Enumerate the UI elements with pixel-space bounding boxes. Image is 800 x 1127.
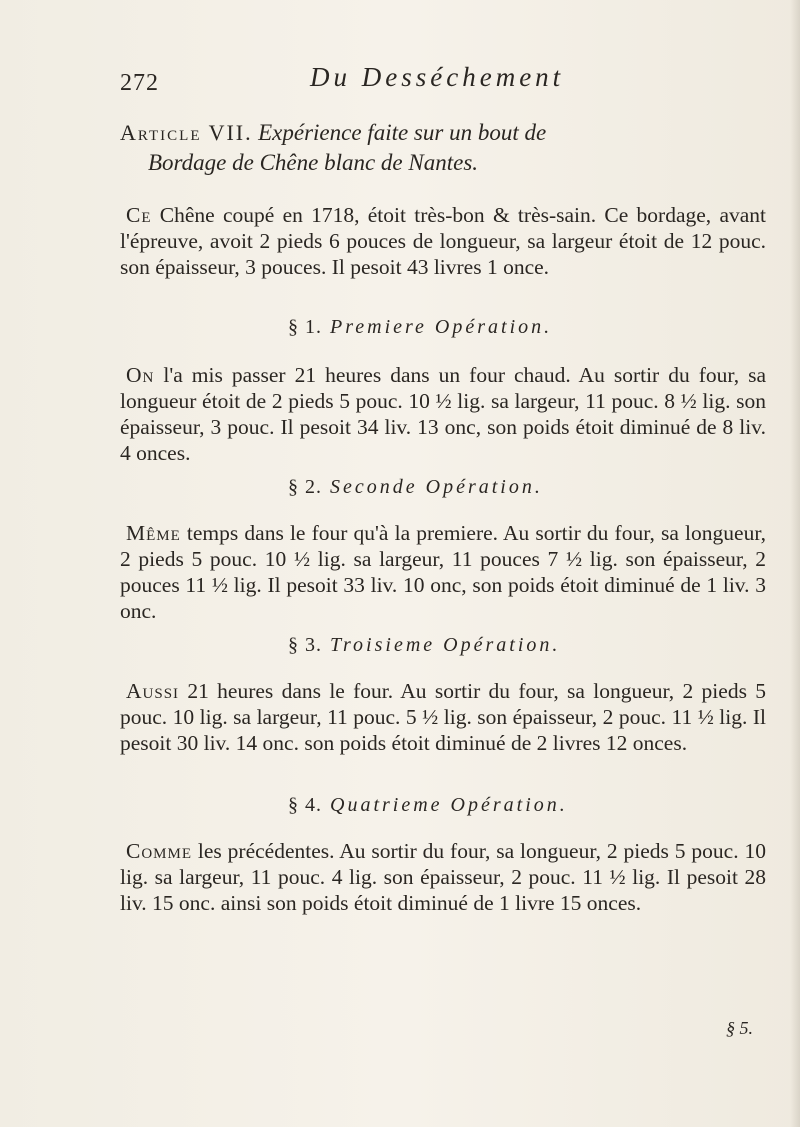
section-heading-3: [288, 634, 560, 657]
paragraph-text: l'a mis passer 21 heures dans un four chaud. Au sortir du four, sa longueur étoit de 2 pieds 5 pouc. 10 ½ lig. sa largeur, 11 pouc. 8 ½ lig. son épaisseur, 3 pouc. Il pesoit 34 liv. 13 onc, son poids étoit diminué de 8 liv. 4 onces.: [120, 363, 766, 465]
paragraph-text: les précédentes. Au sortir du four, sa longueur, 2 pieds 5 pouc. 10 lig. sa largeur, 11 pouc. 4 lig. son épaisseur, 2 pouc. 11 ½ lig. Il pesoit 28 liv. 15 onc. ainsi son poids étoit diminué de 1 livre 15 onces.: [120, 839, 766, 915]
paragraph-text: temps dans le four qu'à la premiere. Au sortir du four, sa longueur, 2 pieds 5 pouc. 10 ½ lig. sa largeur, 11 pouces 7 ½ lig. son épaisseur, 2 pouces 11 ½ lig. Il pesoit 33 liv. 10 onc, son poids étoit diminué de 1 liv. 3 onc.: [120, 521, 766, 623]
section-title: Troisieme Opération.: [330, 634, 561, 656]
page-number: 272: [120, 70, 159, 96]
section-number: § 1.: [288, 316, 322, 338]
catchword: § 5.: [726, 1018, 753, 1038]
section-number: § 2.: [288, 476, 322, 498]
section-heading-1: [288, 316, 552, 339]
paragraph-lead-word: Ce: [126, 203, 152, 227]
article-title-line2: Bordage de Chêne blanc de Nantes.: [148, 150, 479, 175]
section-title: Premiere Opération.: [330, 316, 553, 338]
section-heading-4: [288, 794, 568, 817]
section-2-paragraph: [120, 520, 766, 624]
section-3-paragraph: [120, 678, 766, 756]
section-title: Seconde Opération.: [330, 476, 543, 498]
paragraph-text: 21 heures dans le four. Au sortir du four, sa longueur, 2 pieds 5 pouc. 10 lig. sa largeur, 11 pouc. 5 ½ lig. son épaisseur, 2 pouc. 11 ½ lig. Il pesoit 30 liv. 14 onc. son poids étoit diminué de 2 livres 12 onces.: [120, 679, 766, 755]
section-4-paragraph: [120, 838, 766, 916]
section-heading-2: [288, 476, 543, 499]
section-number: § 3.: [288, 634, 322, 656]
paragraph-text: Chêne coupé en 1718, étoit très-bon & très-sain. Ce bordage, avant l'épreuve, avoit 2 pieds 6 pouces de longueur, sa largeur étoit de 12 pouc. son épaisseur, 3 pouces. Il pesoit 43 livres 1 once.: [120, 203, 766, 279]
article-title-line1: Expérience faite sur un bout de: [258, 120, 547, 145]
paragraph-lead-word: Même: [126, 521, 181, 545]
paragraph-lead-word: Comme: [126, 839, 193, 863]
section-title: Quatrieme Opération.: [330, 794, 568, 816]
article-heading: [120, 118, 766, 178]
paragraph-lead-word: Aussi: [126, 679, 180, 703]
running-head: [120, 56, 760, 96]
page-edge-shadow: [790, 0, 800, 1127]
running-title: Du Desséchement: [310, 62, 565, 92]
intro-paragraph: [120, 202, 766, 280]
section-1-paragraph: [120, 362, 766, 466]
article-label: Article VII.: [120, 120, 253, 145]
section-number: § 4.: [288, 794, 322, 816]
paragraph-lead-word: On: [126, 363, 155, 387]
